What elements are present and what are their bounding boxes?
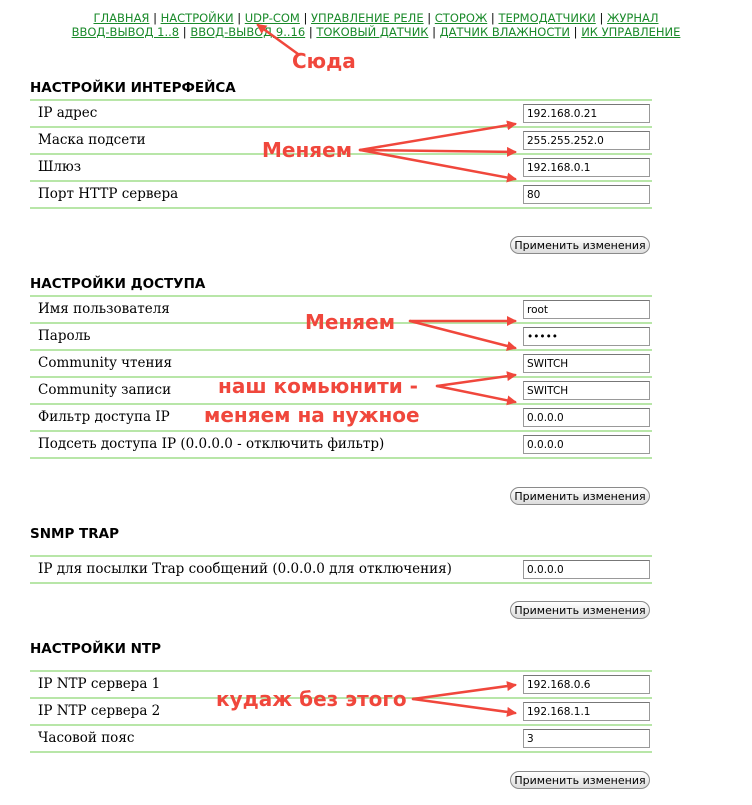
nav-link-journal[interactable]: ЖУРНАЛ [606, 11, 659, 25]
subnet-mask-input[interactable] [523, 131, 650, 150]
http-port-input[interactable] [523, 185, 650, 204]
timezone-label: Часовой пояс [38, 730, 135, 746]
ntp-server-2-label: IP NTP сервера 2 [38, 703, 161, 719]
trap-ip-input[interactable] [523, 560, 650, 579]
access-subnet-label: Подсеть доступа IP (0.0.0.0 - отключить фильтр) [38, 436, 385, 452]
ip-address-label: IP адрес [38, 105, 98, 121]
table-row [30, 557, 652, 584]
read-community-label: Community чтения [38, 355, 173, 371]
table-row [30, 432, 652, 459]
timezone-input[interactable] [523, 729, 650, 748]
read-community-input[interactable] [523, 354, 650, 373]
snmp-trap-section [30, 523, 652, 617]
gateway-label: Шлюз [38, 159, 82, 175]
ntp-server-2-input[interactable] [523, 702, 650, 721]
apply-snmp-button[interactable]: Применить изменения [510, 601, 650, 619]
nav-link-udp-com[interactable]: UDP-COM [244, 11, 300, 25]
nav-link-io-1-8[interactable]: ВВОД-ВЫВОД 1..8 [71, 25, 180, 39]
section-title: НАСТРОЙКИ ИНТЕРФЕЙСА [30, 80, 236, 96]
write-community-input[interactable] [523, 381, 650, 400]
table-row [30, 182, 652, 209]
nav-separator: | [490, 11, 495, 25]
annotation-community-line-2: меняем на нужное [204, 403, 420, 427]
annotation-change-access: Меняем [305, 310, 396, 334]
nav-link-settings[interactable]: НАСТРОЙКИ [160, 11, 234, 25]
username-label: Имя пользователя [38, 301, 170, 317]
http-port-label: Порт HTTP сервера [38, 186, 179, 202]
annotation-ntp: кудаж без этого [216, 687, 407, 711]
password-label: Пароль [38, 328, 91, 344]
access-settings-section [30, 273, 652, 503]
nav-separator: | [573, 25, 578, 39]
nav-link-current-sensor[interactable]: ТОКОВЫЙ ДАТЧИК [316, 25, 429, 39]
nav-link-io-9-16[interactable]: ВВОД-ВЫВОД 9..16 [190, 25, 306, 39]
table-row [30, 101, 652, 128]
top-navigation [0, 11, 752, 39]
snmp-trap-table [30, 555, 652, 584]
nav-link-thermosensors[interactable]: ТЕРМОДАТЧИКИ [498, 11, 596, 25]
write-community-label: Community записи [38, 382, 172, 398]
nav-link-watchdog[interactable]: СТОРОЖ [434, 11, 488, 25]
nav-line-1 [0, 11, 752, 25]
ip-access-filter-input[interactable] [523, 408, 650, 427]
nav-separator: | [432, 25, 436, 39]
trap-ip-label: IP для посылки Trap сообщений (0.0.0.0 для отключения) [38, 561, 452, 577]
table-row [30, 726, 652, 753]
password-input[interactable] [523, 327, 650, 346]
nav-separator: | [303, 11, 308, 25]
annotation-change-interface: Меняем [262, 138, 353, 162]
nav-separator: | [182, 25, 187, 39]
nav-separator: | [237, 11, 242, 25]
nav-separator: | [599, 11, 604, 25]
ntp-settings-table [30, 670, 652, 753]
nav-link-ir-control[interactable]: ИК УПРАВЛЕНИЕ [581, 25, 681, 39]
ip-access-filter-label: Фильтр доступа IP [38, 409, 170, 425]
nav-link-humidity-sensor[interactable]: ДАТЧИК ВЛАЖНОСТИ [439, 25, 570, 39]
ntp-server-1-label: IP NTP сервера 1 [38, 676, 161, 692]
username-input[interactable] [523, 300, 650, 319]
nav-separator: | [308, 25, 313, 39]
nav-link-relay-control[interactable]: УПРАВЛЕНИЕ РЕЛЕ [311, 11, 424, 25]
nav-link-home[interactable]: ГЛАВНАЯ [93, 11, 150, 25]
annotation-community-line-1: наш комьюнити - [218, 374, 418, 398]
apply-interface-button[interactable]: Применить изменения [510, 236, 650, 254]
access-subnet-input[interactable] [523, 435, 650, 454]
nav-line-2 [0, 25, 752, 39]
section-title: SNMP TRAP [30, 526, 119, 542]
section-title: НАСТРОЙКИ ДОСТУПА [30, 276, 206, 292]
nav-separator: | [427, 11, 432, 25]
apply-access-button[interactable]: Применить изменения [510, 487, 650, 505]
annotation-here: Сюда [292, 49, 356, 73]
subnet-mask-label: Маска подсети [38, 132, 146, 148]
ip-address-input[interactable] [523, 104, 650, 123]
nav-separator: | [153, 11, 157, 25]
apply-ntp-button[interactable]: Применить изменения [510, 771, 650, 789]
section-title: НАСТРОЙКИ NTP [30, 641, 161, 657]
ntp-server-1-input[interactable] [523, 675, 650, 694]
gateway-input[interactable] [523, 158, 650, 177]
